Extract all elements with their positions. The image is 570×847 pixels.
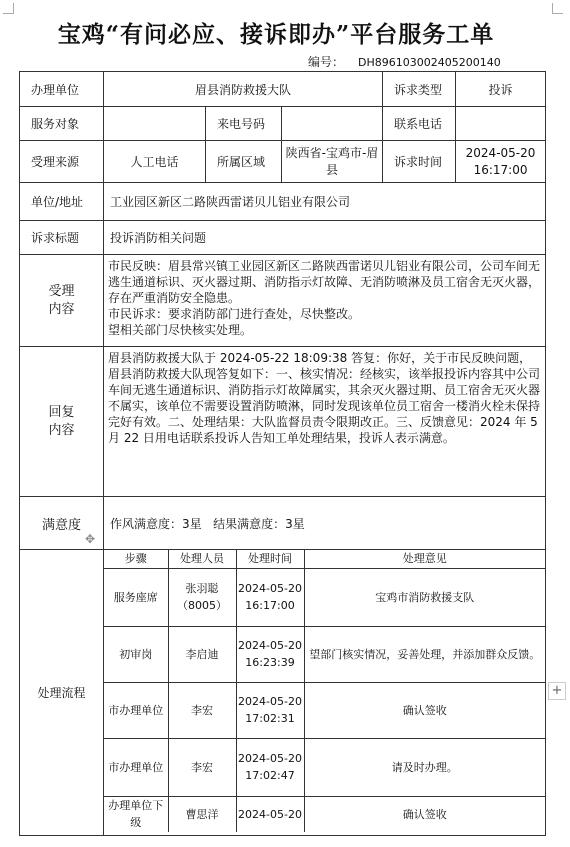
accept-content	[104, 255, 546, 347]
label-handling-unit: 办理单位	[20, 72, 104, 107]
flow-header-opinion: 处理意见	[304, 550, 545, 568]
label-subject: 诉求标题	[20, 221, 104, 255]
flow-row	[104, 796, 545, 832]
flow-person: 李宏	[168, 738, 236, 796]
value-service-object	[104, 107, 206, 141]
label-request-time: 诉求时间	[383, 141, 456, 183]
reply-content: 眉县消防救援大队于 2024-05-22 18:09:38 答复：你好，关于市民反映问题，眉县消防救援大队现答复如下：一、核实情况：经核实，该举报投诉内容其中公司车间无逃生通道标识、消防指示灯故障属实，其余灭火器过期、员工宿舍无灭火器不属实，该单位不需要设置消防喷淋，同时发现该单位员工宿舍一楼消火栓未保持完好有效。二、处理结果：大队监督员责令限期改正。三、反馈意见：2024 年 5 月 22 日用电话联系投诉人告知工单处理结果，投诉人表示满意。	[104, 347, 546, 497]
flow-person: 李宏	[168, 682, 236, 738]
value-subject: 投诉消防相关问题	[104, 221, 546, 255]
label-request-type: 诉求类型	[383, 72, 456, 107]
flow-header-person: 处理人员	[168, 550, 236, 568]
flow-person: 张羽聪（8005）	[168, 568, 236, 626]
flow-step: 初审岗	[104, 626, 168, 682]
accept-complaint: 市民反映：眉县常兴镇工业园区新区二路陕西雷诺贝儿铝业有限公司，公司车间无逃生通道标识、灭火器过期、消防指示灯故障、无消防喷淋及员工宿舍无灭火器，存在严重消防安全隐患。	[108, 259, 541, 305]
label-contact-phone: 联系电话	[383, 107, 456, 141]
flow-step: 办理单位下级	[104, 796, 168, 832]
label-region: 所属区域	[206, 141, 282, 183]
flow-step: 市办理单位	[104, 682, 168, 738]
value-request-type: 投诉	[456, 72, 546, 107]
move-handle-icon[interactable]: ✥	[85, 532, 96, 546]
flow-opinion: 请及时办理。	[304, 738, 545, 796]
flow-row	[104, 738, 545, 796]
flow-time: 2024-05-20 16:23:39	[236, 626, 304, 682]
document-title: 宝鸡“有问必应、接诉即办”平台服务工单	[57, 21, 495, 48]
flow-opinion: 确认签收	[304, 682, 545, 738]
accept-request: 望相关部门尽快核实处理。	[108, 323, 253, 337]
flow-time: 2024-05-20 16:17:00	[236, 568, 304, 626]
work-order-table	[19, 71, 546, 836]
flow-time: 2024-05-20	[236, 796, 304, 832]
flow-row	[104, 568, 545, 626]
corner-mark-left	[3, 3, 14, 14]
label-process: 处理流程	[20, 550, 104, 836]
flow-opinion: 确认签收	[304, 796, 545, 832]
flow-header-time: 处理时间	[236, 550, 304, 568]
add-row-button[interactable]: +	[548, 682, 566, 700]
process-flow-cell	[104, 550, 546, 836]
document-number	[297, 53, 501, 70]
label-reply-content: 回复 内容	[20, 347, 104, 497]
flow-step: 服务座席	[104, 568, 168, 626]
flow-opinion: 望部门核实情况，妥善处理，并添加群众反馈。	[304, 626, 545, 682]
label-service-object: 服务对象	[20, 107, 104, 141]
value-region: 陕西省-宝鸡市-眉县	[282, 141, 383, 183]
flow-opinion: 宝鸡市消防救援支队	[304, 568, 545, 626]
label-satisfaction: 满意度	[20, 497, 104, 550]
value-caller-phone	[282, 107, 383, 141]
value-source: 人工电话	[104, 141, 206, 183]
flow-step: 市办理单位	[104, 738, 168, 796]
document-number-value: DH896103002405200140	[358, 56, 501, 69]
accept-demand: 市民诉求：要求消防部门进行查处，尽快整改。	[108, 307, 361, 321]
document-number-label: 编号：	[308, 55, 345, 69]
flow-time: 2024-05-20 17:02:47	[236, 738, 304, 796]
label-address: 单位/地址	[20, 183, 104, 221]
process-flow-table	[104, 550, 545, 832]
value-contact-phone	[456, 107, 546, 141]
flow-row	[104, 626, 545, 682]
label-caller-phone: 来电号码	[206, 107, 282, 141]
value-request-time: 2024-05-20 16:17:00	[456, 141, 546, 183]
value-address: 工业园区新区二路陕西雷诺贝儿铝业有限公司	[104, 183, 546, 221]
flow-person: 李启迪	[168, 626, 236, 682]
flow-header-step: 步骤	[104, 550, 168, 568]
label-source: 受理来源	[20, 141, 104, 183]
flow-time: 2024-05-20 17:02:31	[236, 682, 304, 738]
flow-row	[104, 682, 545, 738]
flow-person: 曹思洋	[168, 796, 236, 832]
value-handling-unit: 眉县消防救援大队	[104, 72, 383, 107]
label-accept-content: 受理 内容	[20, 255, 104, 347]
corner-mark-right	[552, 3, 563, 14]
value-satisfaction: 作风满意度：3星 结果满意度：3星	[104, 497, 546, 550]
